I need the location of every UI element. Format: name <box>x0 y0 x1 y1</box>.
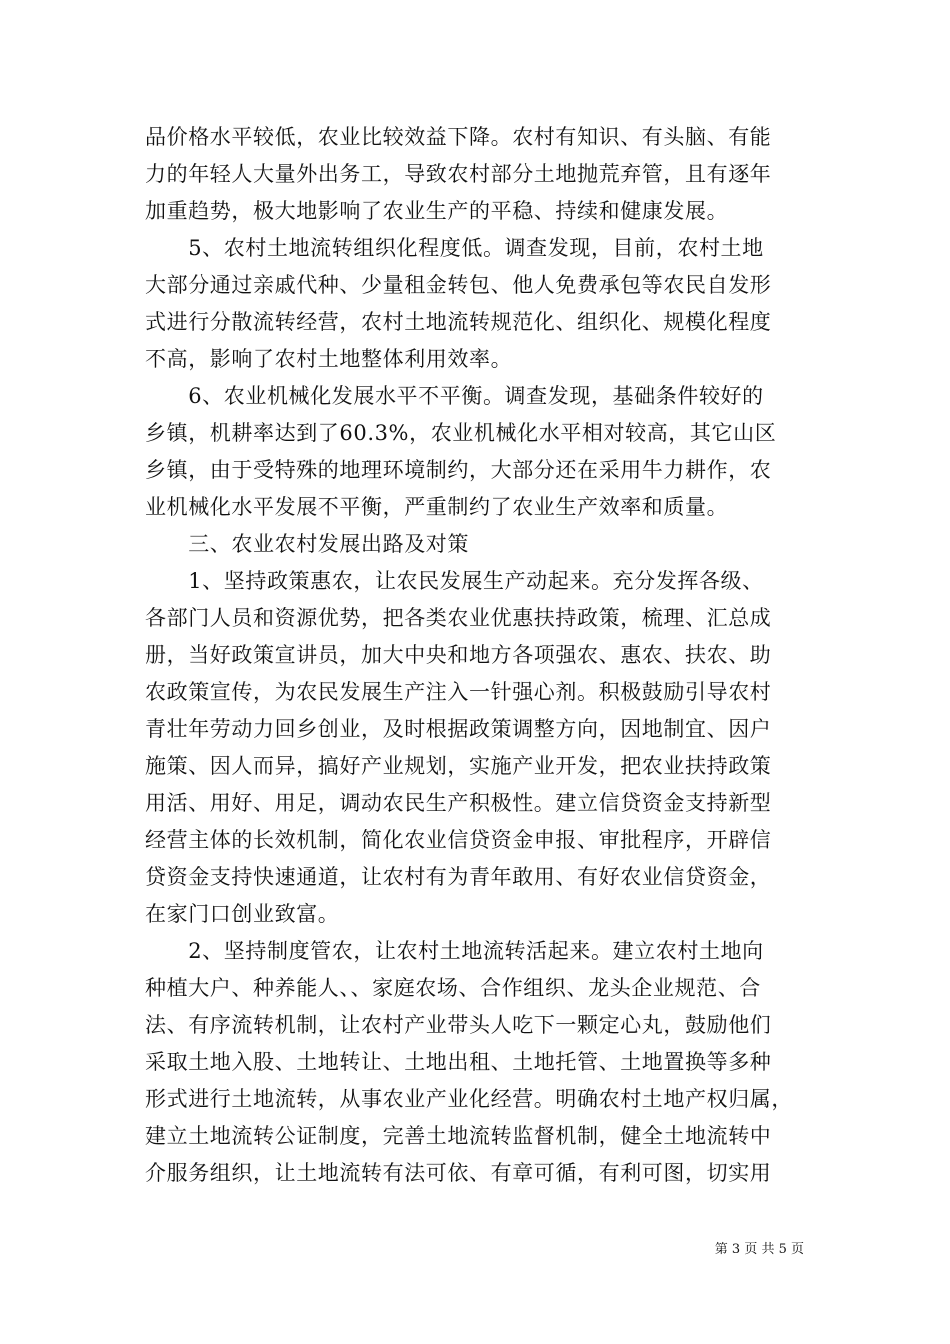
text-line: 加重趋势，极大地影响了农业生产的平稳、持续和健康发展。 <box>145 199 729 223</box>
text-line: 大部分通过亲戚代种、少量租金转包、他人免费承包等农民自发形 <box>145 273 772 297</box>
text-line: 法、有序流转机制，让农村产业带头人吃下一颗定心丸，鼓励他们 <box>145 1013 772 1037</box>
text-line: 建立土地流转公证制度，完善土地流转监督机制，健全土地流转中 <box>145 1124 772 1148</box>
text-line: 施策、因人而异，搞好产业规划，实施产业开发，把农业扶持政策 <box>145 754 772 778</box>
page-number: 第 3 页 共 5 页 <box>714 1242 804 1257</box>
text-line: 经营主体的长效机制，简化农业信贷资金申报、审批程序，开辟信 <box>145 828 772 852</box>
text-line: 在家门口创业致富。 <box>145 902 340 926</box>
text-line: 6、农业机械化发展水平不平衡。调查发现，基础条件较好的 <box>145 384 764 408</box>
text-line: 种植大户、种养能人、、家庭农场、合作组织、龙头企业规范、合 <box>145 976 761 1000</box>
text-line: 介服务组织，让土地流转有法可依、有章可循，有利可图，切实用 <box>145 1161 772 1185</box>
text-line: 乡镇，机耕率达到了60.3%，农业机械化水平相对较高，其它山区 <box>145 421 777 445</box>
section-heading: 三、农业农村发展出路及对策 <box>145 532 469 556</box>
text-line: 2、坚持制度管农，让农村土地流转活起来。建立农村土地向 <box>145 939 764 963</box>
text-line: 册，当好政策宣讲员，加大中央和地方各项强农、惠农、扶农、助 <box>145 643 772 667</box>
text-line: 力的年轻人大量外出务工，导致农村部分土地抛荒弃管，且有逐年 <box>145 162 772 186</box>
text-line: 贷资金支持快速通道，让农村有为青年敢用、有好农业信贷资金， <box>145 865 772 889</box>
text-line: 采取土地入股、土地转让、土地出租、土地托管、土地置换等多种 <box>145 1050 772 1074</box>
text-line: 形式进行土地流转，从事农业产业化经营。明确农村土地产权归属， <box>145 1087 793 1111</box>
text-line: 青壮年劳动力回乡创业，及时根据政策调整方向，因地制宜、因户 <box>145 717 772 741</box>
text-line: 不高，影响了农村土地整体利用效率。 <box>145 347 513 371</box>
text-line: 各部门人员和资源优势，把各类农业优惠扶持政策，梳理、汇总成 <box>145 606 772 630</box>
text-line: 乡镇，由于受特殊的地理环境制约，大部分还在采用牛力耕作，农 <box>145 458 772 482</box>
text-line: 品价格水平较低，农业比较效益下降。农村有知识、有头脑、有能 <box>145 125 772 149</box>
text-line: 业机械化水平发展不平衡，严重制约了农业生产效率和质量。 <box>145 495 729 519</box>
text-line: 农政策宣传，为农民发展生产注入一针强心剂。积极鼓励引导农村 <box>145 680 772 704</box>
text-line: 式进行分散流转经营，农村土地流转规范化、组织化、规模化程度 <box>145 310 772 334</box>
text-line: 用活、用好、用足，调动农民生产积极性。建立信贷资金支持新型 <box>145 791 772 815</box>
text-line: 1、坚持政策惠农，让农民发展生产动起来。充分发挥各级、 <box>145 569 764 593</box>
text-line: 5、农村土地流转组织化程度低。调查发现，目前，农村土地 <box>145 236 764 260</box>
